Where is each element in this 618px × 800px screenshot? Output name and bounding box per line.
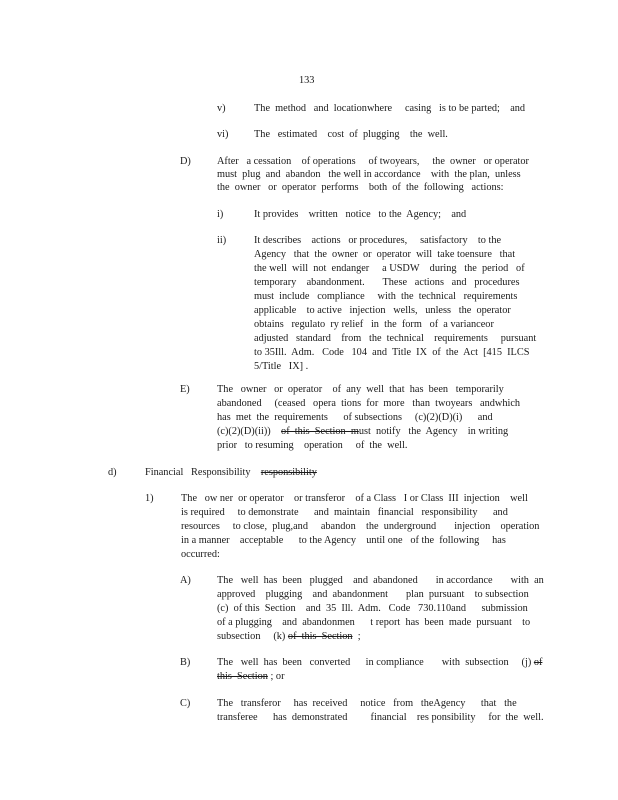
item-1-line: in a manner acceptable to the Agency until one of the following has [181, 535, 506, 546]
item-B-line [217, 656, 542, 670]
item-D-ii-line: applicable to active injection wells, unless the operator [254, 305, 511, 316]
item-1-line: occurred: [181, 549, 220, 560]
item-C-marker: C) [180, 698, 191, 709]
item-E-line: prior to resuming operation of the well. [217, 440, 408, 451]
struck-text: this Section [217, 671, 268, 682]
item-1-line: The ow ner or operator or transferor of a Class I or Class III injection well [181, 493, 528, 504]
item-D-ii-line: must include compliance with the technical requirements [254, 291, 518, 302]
item-D-i-text: It provides written notice to the Agency; and [254, 209, 467, 220]
item-vi-marker: vi) [217, 129, 229, 140]
struck-text: of this Section m [281, 426, 359, 437]
item-E-line4-a: (c)(2)(D)(ii)) [217, 426, 282, 437]
item-D-ii-line: obtains regulato ry relief in the form of a varianceor [254, 319, 494, 330]
item-B-line2-b: ; or [267, 671, 285, 682]
item-E-line [217, 425, 508, 439]
item-E-marker: E) [180, 384, 190, 395]
struck-text: responsibility [260, 467, 317, 478]
item-D-ii-line: It describes actions or procedures, satisfactory to the [254, 235, 502, 246]
item-D-i-marker: i) [217, 209, 224, 220]
struck-text: of this Section [287, 631, 353, 642]
item-E-line4-b: ust notify the Agency in writing [358, 426, 509, 437]
item-D-ii-line: temporary abandonment. These actions and procedures [254, 277, 520, 288]
item-D-ii-line: 5/Title IX] . [254, 361, 309, 372]
item-A-line: (c) of this Section and 35 Ill. Adm. Code 730.110and submission [217, 603, 528, 614]
struck-text: of [533, 657, 543, 668]
item-vi-text: The estimated cost of plugging the well. [254, 129, 448, 140]
item-D-ii-line: Agency that the owner or operator will take toensure that [254, 249, 516, 260]
item-E-line: has met the requirements of subsections (c)(2)(D)(i) and [217, 412, 493, 423]
item-d-heading [145, 466, 317, 480]
item-A-line: of a plugging and abandonmen t report has been made pursuant to [217, 617, 531, 628]
page-number: 133 [299, 75, 315, 86]
item-A-line: approved plugging and abandonment plan pursuant to subsection [217, 589, 529, 600]
item-D-line: After a cessation of operations of twoyears, the owner or operator [217, 156, 529, 167]
item-1-line: is required to demonstrate and maintain financial responsibility and [181, 507, 508, 518]
item-d-marker: d) [108, 467, 117, 478]
item-A-line: The well has been plugged and abandoned in accordance with an [217, 575, 544, 586]
item-E-line: abandoned (ceased opera tions for more than twoyears andwhich [217, 398, 521, 409]
heading-text: Financial Responsibility [145, 467, 261, 478]
item-C-line: transferee has demonstrated financial res ponsibility for the well. [217, 712, 544, 723]
item-A-last-a: subsection (k) [217, 631, 288, 642]
item-D-ii-marker: ii) [217, 235, 227, 246]
item-B-marker: B) [180, 657, 191, 668]
item-v-text: The method and locationwhere casing is to be parted; and [254, 103, 526, 114]
item-1-marker: 1) [145, 493, 154, 504]
item-A-marker: A) [180, 575, 191, 586]
item-v-marker: v) [217, 103, 226, 114]
item-A-last-b: ; [352, 631, 361, 642]
item-D-ii-line: to 35Ill. Adm. Code 104 and Title IX of the Act [415 ILCS [254, 347, 530, 358]
item-B-line [217, 670, 285, 684]
item-D-line: the owner or operator performs both of the following actions: [217, 182, 504, 193]
item-A-line [217, 630, 361, 644]
item-C-line: The transferor has received notice from theAgency that the [217, 698, 517, 709]
item-D-ii-line: adjusted standard from the technical requirements pursuant [254, 333, 537, 344]
item-B-line1-a: The well has been converted in compliance with subsection (j) [217, 657, 534, 668]
item-D-line: must plug and abandon the well in accordance with the plan, unless [217, 169, 521, 180]
item-1-line: resources to close, plug,and abandon the underground injection operation [181, 521, 540, 532]
item-D-ii-line: the well will not endanger a USDW during the period of [254, 263, 525, 274]
item-D-marker: D) [180, 156, 191, 167]
item-E-line: The owner or operator of any well that has been temporarily [217, 384, 504, 395]
